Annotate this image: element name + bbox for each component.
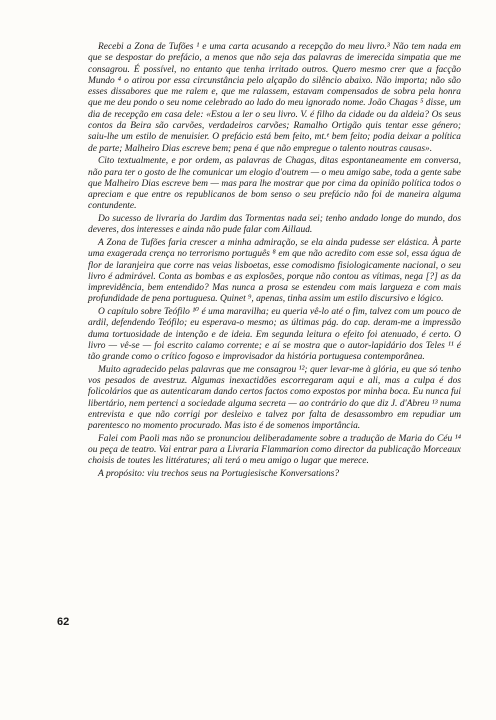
paragraph: A Zona de Tufões faria crescer a minha admiração, se ela ainda pudesse ser elástica. À parte uma exagerada crença no terrorismo português ⁸ em que não acredito com esse sol, essa água de flor de laranjeira que corre nas veias lisboetas, esse comodismo fisiologicamente nacional, o seu livro é admirável. Conta as bombas e as explosões, porque não contou as vítimas, nega [?] as da imprevidência, bem entendido? Mas nunca a prosa se estendeu com mais largueza e com mais profundidade de pena portuguesa. Quinet ⁹, apenas, tinha assim um estilo discursivo e lógico. <box>88 237 461 305</box>
letter-body <box>88 42 461 482</box>
paragraph: Muito agradecido pelas palavras que me consagrou ¹²; quer levar-me à glória, eu que só tenho vos pesados de avestruz. Algumas inexactidões escorregaram aqui e ali, mas a culpa é dos folicolários que as autenticaram dando certos factos como expostos por minha boca. Eu nunca fui libertário, nem pertenci a sociedade alguma secreta — ao contrário do que diz J. d'Abreu ¹³ numa entrevista e que não corrigi por desleixo e talvez por falta de desassombro em repudiar um parentesco no momento procurado. Mas isto é de somenos importância. <box>88 364 461 432</box>
paragraph: A propósito: viu trechos seus na Portugiesische Konversations? <box>98 469 340 480</box>
paragraph: Falei com Paoli mas não se pronunciou deliberadamente sobre a tradução de Maria do Céu ¹⁴ ou peça de teatro. Vai entrar para a Livraria Flammarion como director da publicação Morceaux choisis de toutes les littératures; ali terá o meu amigo o lugar que merece. <box>88 433 461 467</box>
paragraph: Do sucesso de livraria do Jardim das Tormentas nada sei; tenho andado longe do mundo, dos deveres, dos interesses e ainda não pude falar com Aillaud. <box>88 214 461 236</box>
paragraph: Cito textualmente, e por ordem, as palavras de Chagas, ditas espontaneamente em conversa, não para ter o gosto de lhe comunicar um elogio d'outrem — o meu amigo sabe, toda a gente sabe que Malheiro Dias escreve bem — mas para lhe mostrar que por cima da opinião política todos o apreciam e que entre os republicanos de bom senso o seu prefácio não foi de maneira alguma contundente. <box>88 156 461 212</box>
paragraph: Recebi a Zona de Tufões ¹ e uma carta acusando a recepção do meu livro.³ Não tem nada em que se despostar do prefácio, a menos que não seja das palavras de imerecida simpatia que me consagrou. É possível, no entanto que tenha irritado outros. Quero mesmo crer que a facção Mundo ⁴ o atirou por essa circunstância pelo alçapão do silêncio abaixo. Não importa; não são esses dissabores que me ralem e, que me ralassem, estavam compensados de sobra pela honra que me deu pondo o seu nome celebrado ao lado do meu ignorado nome. João Chagas ⁵ disse, um dia de recepção em casa dele: «Estou a ler o seu livro. V. é filho da cidade ou da aldeia? Os seus contos da Beira são carvões, verdadeiros carvões; Ramalho Ortigão quis tentar esse género; saiu-lhe um estilo de menuisier. O prefácio está bem feito, mt.ᵉ bem feito; podia deixar a política de parte; Malheiro Dias escreve bem; pena é que não empregue o talento noutras causas». <box>88 42 461 154</box>
page-number: 62 <box>57 616 70 628</box>
paragraph: O capítulo sobre Teófilo ¹⁰ é uma maravilha; eu queria vê-lo até o fim, talvez com um pouco de ardil, defendendo Teófilo; eu esperava-o mesmo; as últimas pág. do cap. deram-me a impressão duma tortuosidade de intenção e de ideia. Em segunda leitura o efeito foi atenuado, é certo. O livro — vê-se — foi escrito calamo corrente; e aí se mostra que o autor-lapidário dos Teles ¹¹ é tão grande como o crítico fogoso e improvisador da história portuguesa contemporânea. <box>88 307 461 363</box>
